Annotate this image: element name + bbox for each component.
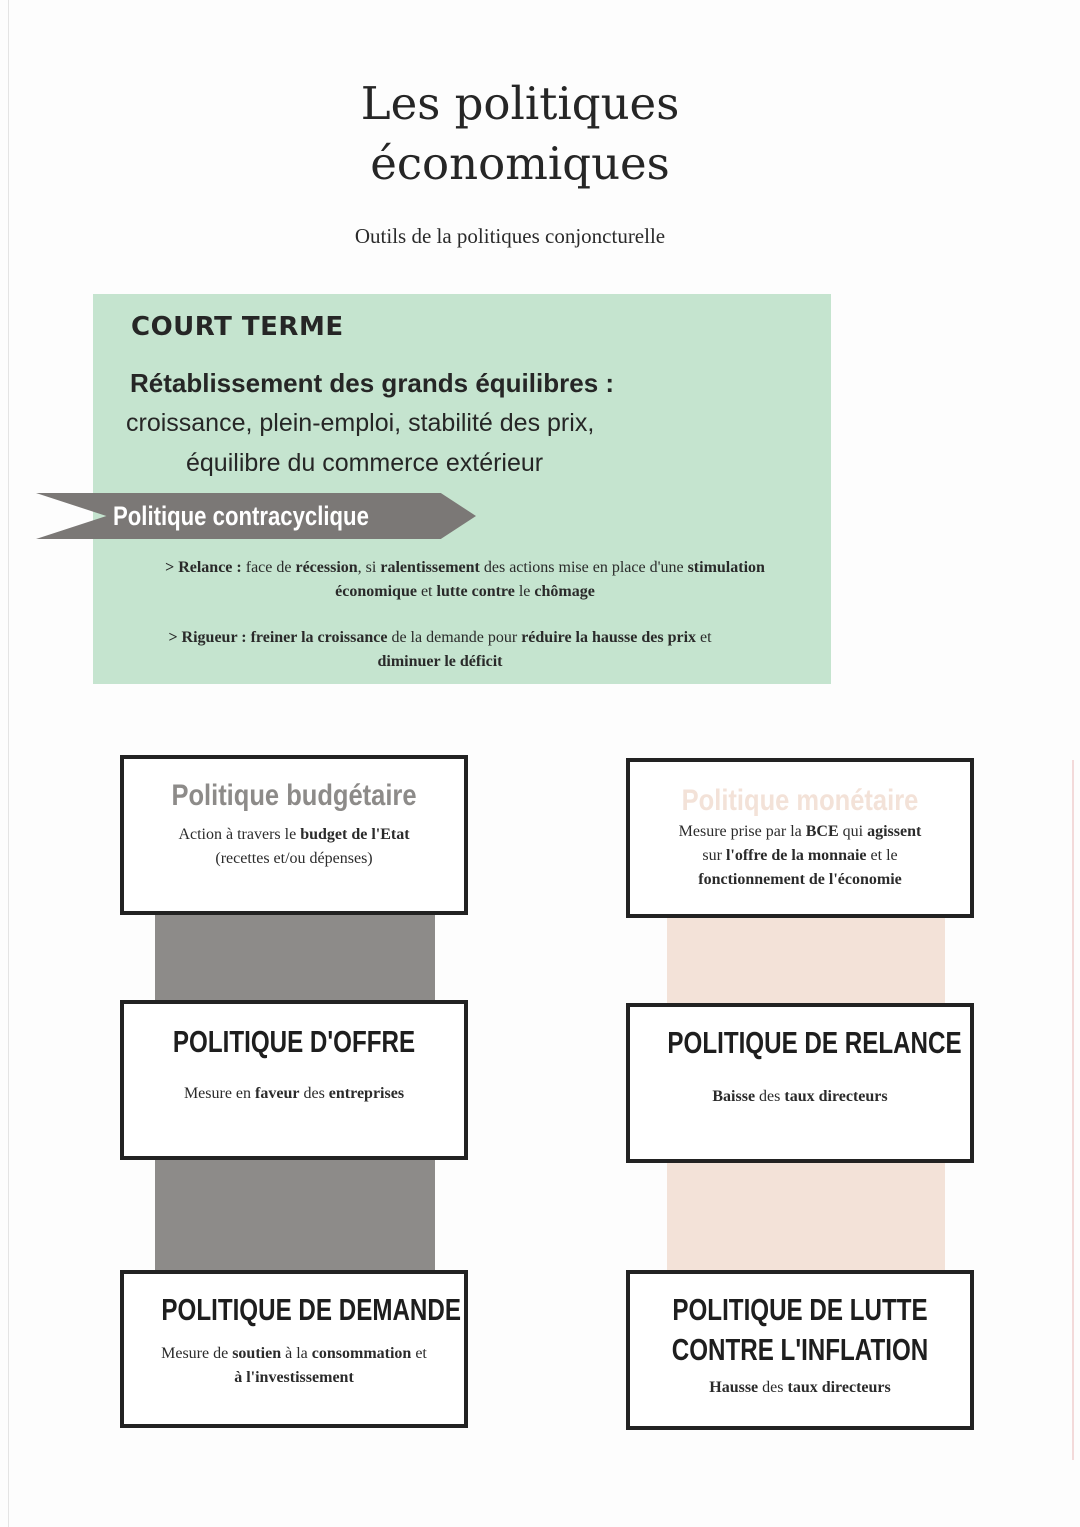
anti-inflation-policy-title: POLITIQUE DE LUTTE CONTRE L'INFLATION	[671, 1292, 929, 1367]
budget-connector	[155, 1158, 435, 1272]
anti-inflation-policy-text	[630, 1376, 970, 1400]
relance-bold: économique	[335, 583, 417, 600]
relance-bold: stimulation	[687, 559, 765, 576]
card-text-part: des	[299, 1085, 329, 1102]
supply-policy-text	[124, 1082, 464, 1106]
short-term-label: COURT TERME	[131, 312, 344, 342]
card-text-bold: BCE	[805, 823, 839, 840]
budget-policy-text	[124, 823, 464, 871]
monetary-connector	[667, 1160, 945, 1274]
card-text-bold: Baisse	[712, 1088, 756, 1105]
card-text-bold: agissent	[867, 823, 922, 840]
monetary-policy-card	[626, 758, 974, 918]
demand-policy-text	[124, 1342, 464, 1390]
title-line-2: économiques	[370, 137, 670, 190]
card-text-part: à la	[281, 1345, 312, 1362]
card-text-bold: faveur	[255, 1085, 300, 1102]
rigueur-text: de la demande pour	[387, 629, 522, 646]
rigueur-bold: réduire la hausse des prix	[521, 629, 697, 646]
supply-policy-card	[120, 1000, 468, 1160]
rigueur-prefix: > Rigueur :	[168, 629, 247, 646]
monetary-connector	[667, 914, 945, 1004]
card-text-part: Action à travers le	[178, 826, 301, 843]
card-text-part: des	[755, 1088, 785, 1105]
budget-policy-title: Politique budgétaire	[171, 779, 417, 812]
stimulus-policy-text	[630, 1085, 970, 1109]
page-edge	[8, 0, 9, 1527]
anti-inflation-policy-card	[626, 1270, 974, 1430]
page-subtitle: Outils de la politiques conjoncturelle	[354, 224, 666, 248]
card-text-bold: Hausse	[709, 1379, 759, 1396]
stimulus-policy-card	[626, 1003, 974, 1163]
card-text-part: sur	[702, 847, 726, 864]
card-text-part: des	[758, 1379, 788, 1396]
card-text-bold: taux directeurs	[787, 1379, 891, 1396]
relance-text: des actions mise en place d'une	[479, 559, 688, 576]
card-text-part: qui	[838, 823, 868, 840]
budget-connector	[155, 912, 435, 1002]
relance-text: le	[514, 583, 535, 600]
page-title	[300, 74, 740, 194]
budget-policy-card	[120, 755, 468, 915]
relance-text: et	[416, 583, 437, 600]
relance-bullet	[130, 556, 800, 604]
monetary-policy-title: Politique monétaire	[681, 784, 919, 817]
card-text-part: (recettes et/ou dépenses)	[215, 850, 373, 867]
supply-policy-title: POLITIQUE D'OFFRE	[172, 1024, 416, 1059]
title-line-1: Les politiques	[360, 77, 680, 130]
page-edge-tint	[1072, 760, 1074, 1460]
card-text-bold: consommation	[311, 1345, 412, 1362]
rigueur-bold: freiner la croissance	[246, 629, 388, 646]
card-text-part: et le	[866, 847, 898, 864]
relance-bold: lutte contre	[436, 583, 515, 600]
objective-line-2: équilibre du commerce extérieur	[186, 449, 544, 477]
card-text-part: Mesure de	[161, 1345, 233, 1362]
stimulus-policy-title: POLITIQUE DE RELANCE	[667, 1025, 962, 1060]
card-text-bold: fonctionnement de l'économie	[698, 871, 902, 888]
objective-title: Rétablissement des grands équilibres :	[130, 368, 615, 398]
objective-line-1: croissance, plein-emploi, stabilité des prix,	[126, 409, 595, 437]
card-text-bold: soutien	[232, 1345, 282, 1362]
card-text-bold: taux directeurs	[784, 1088, 888, 1105]
rigueur-bullet	[130, 626, 750, 674]
rigueur-bold: diminuer le déficit	[377, 653, 503, 670]
relance-prefix: > Relance :	[165, 559, 242, 576]
monetary-policy-text	[630, 820, 970, 892]
card-text-bold: à l'investissement	[234, 1369, 354, 1386]
demand-policy-card	[120, 1270, 468, 1428]
demand-policy-title: POLITIQUE DE DEMANDE	[161, 1292, 461, 1327]
relance-bold: récession	[295, 559, 358, 576]
card-text-part: Mesure en	[183, 1085, 256, 1102]
card-text-bold: l'offre de la monnaie	[725, 847, 867, 864]
relance-bold: chômage	[534, 583, 595, 600]
arrow-banner-label: Politique contracyclique	[113, 501, 369, 531]
rigueur-text: et	[696, 629, 712, 646]
card-text-part: et	[411, 1345, 427, 1362]
card-text-bold: budget de l'Etat	[300, 826, 410, 843]
relance-text: face de	[241, 559, 296, 576]
card-text-bold: entreprises	[328, 1085, 405, 1102]
card-text-part: Mesure prise par la	[678, 823, 806, 840]
relance-text: , si	[357, 559, 381, 576]
relance-bold: ralentissement	[380, 559, 480, 576]
